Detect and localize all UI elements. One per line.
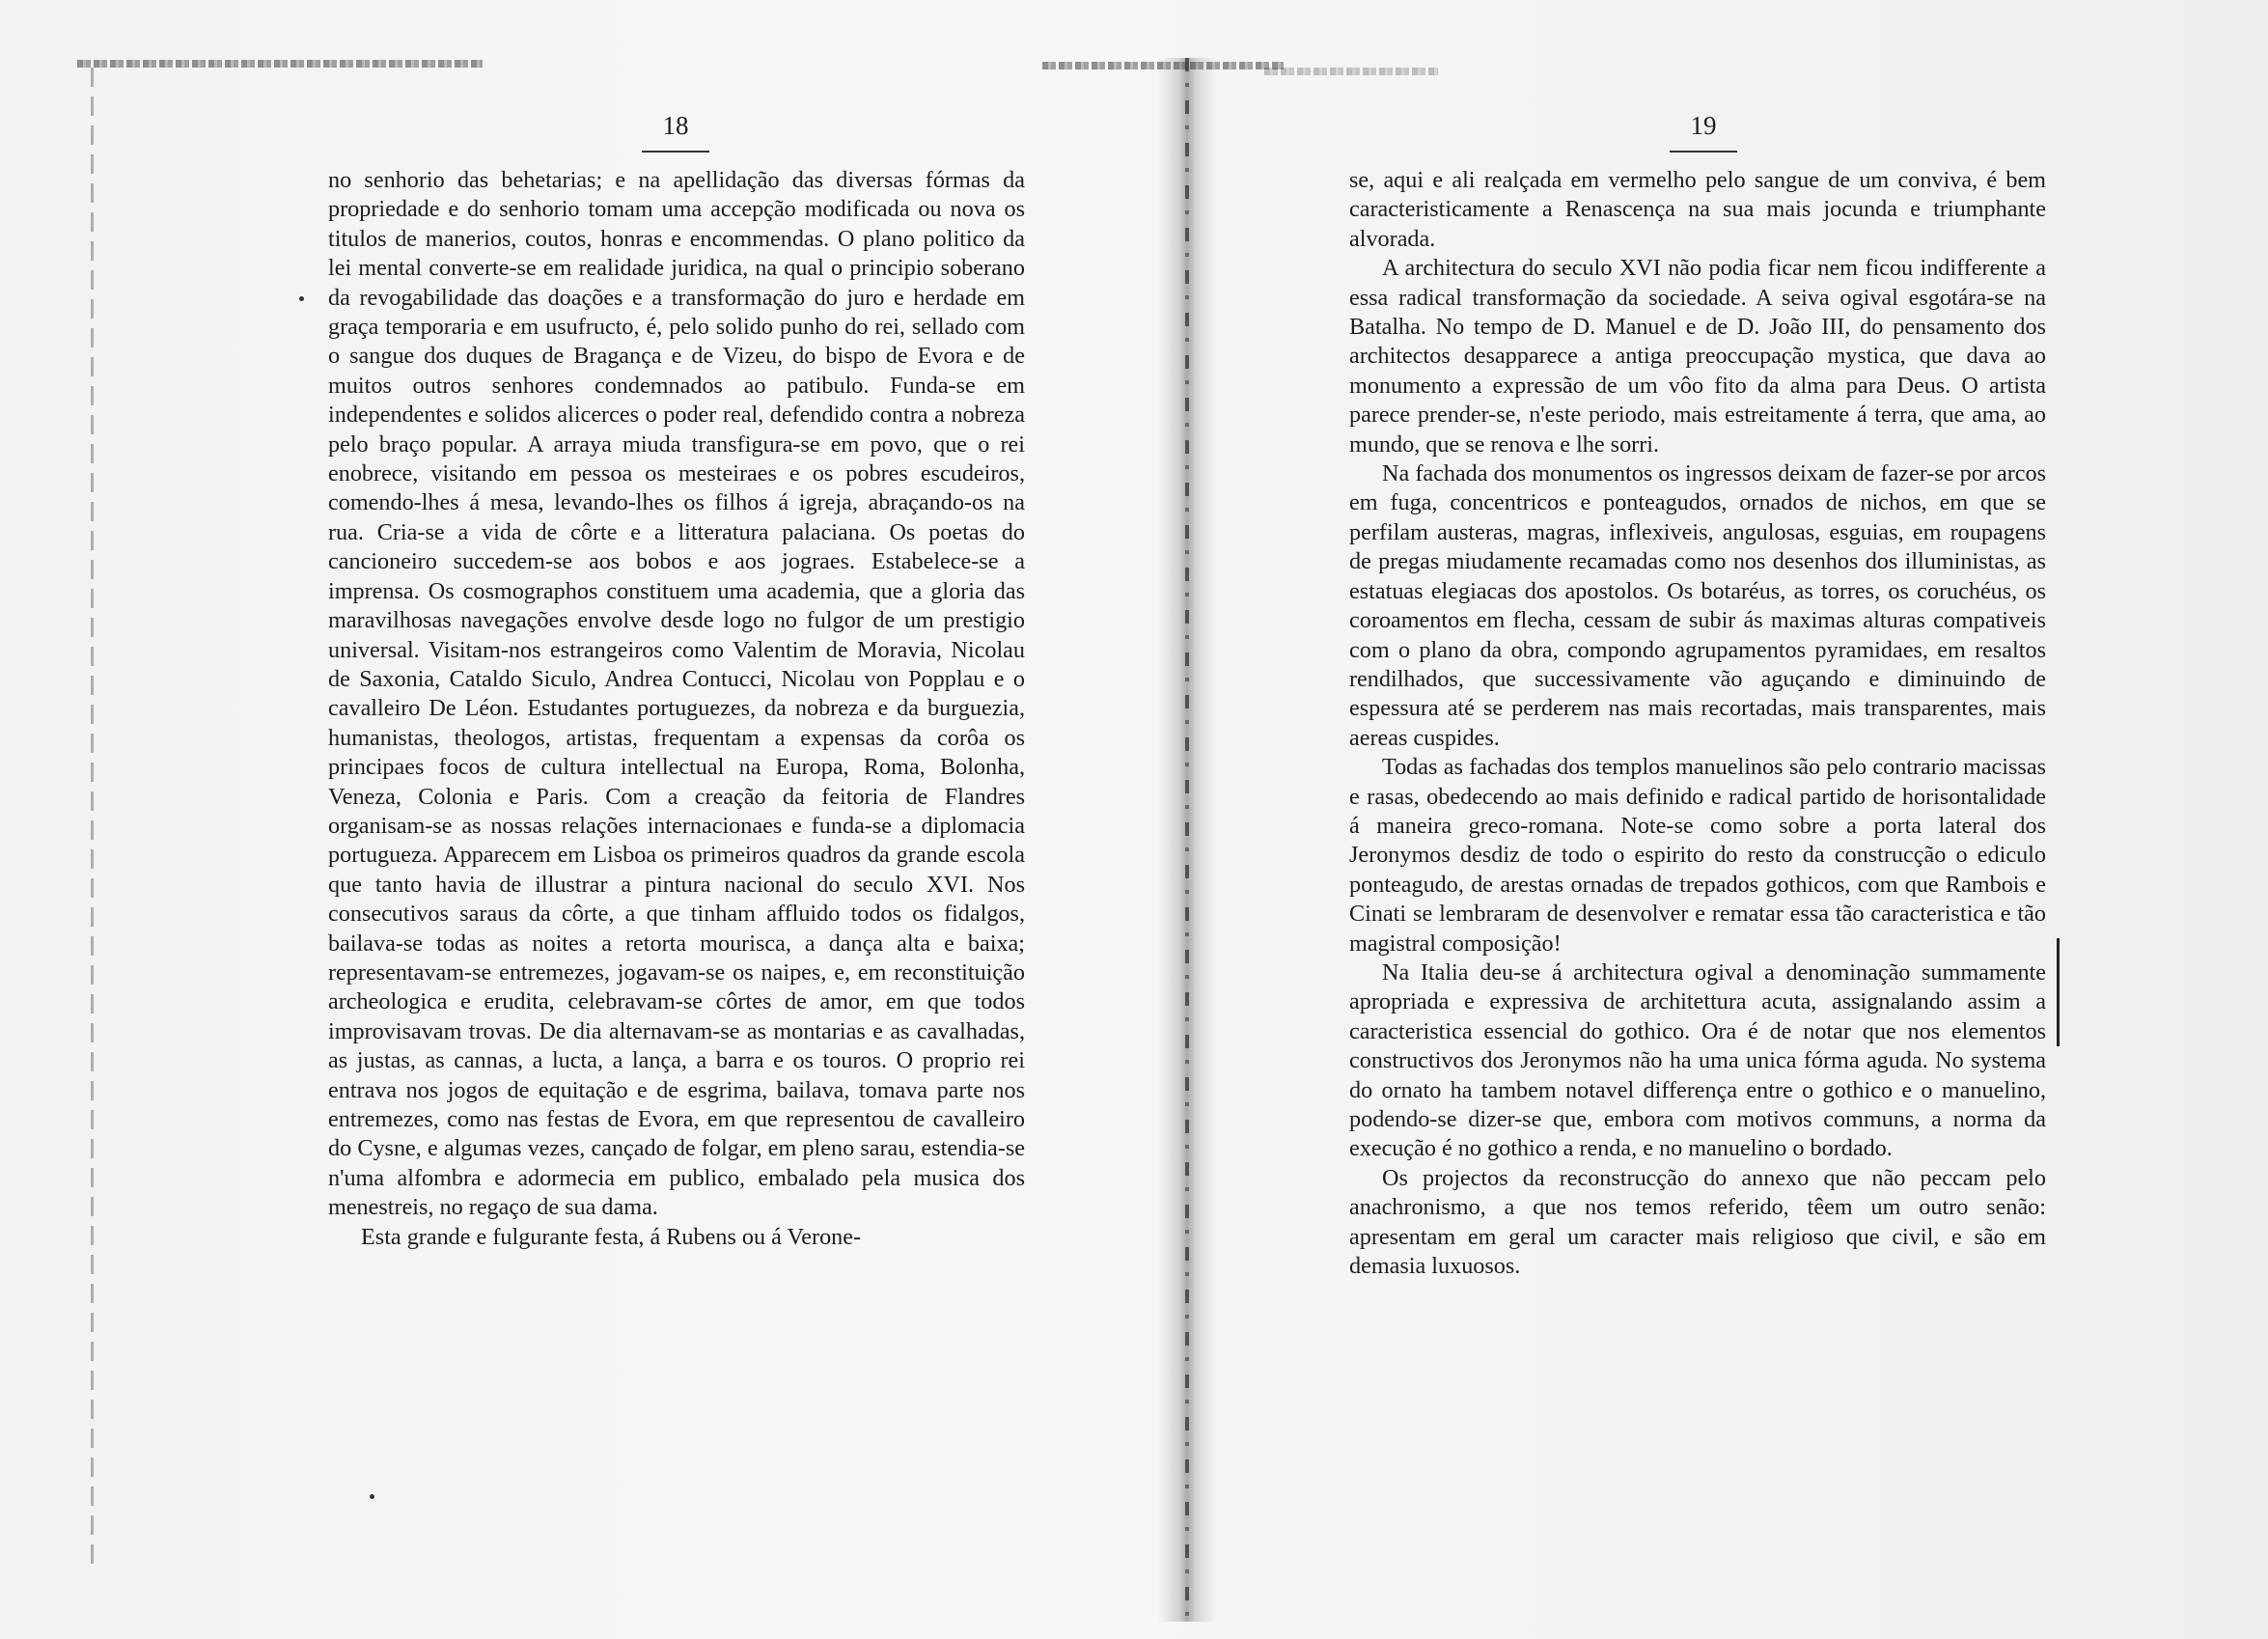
- paragraph: Na fachada dos monumentos os ingressos deixam de fazer-se por arcos em fuga, concentricos e ponteagudos, ornados de nichos, em que se perfilam austeras, magras, inflexiveis, angulosas, esguias, em roupagens de pregas miudamente recamadas como nos desenhos dos illuministas, as estatuas elegiacas dos apostolos. Os botaréus, as torres, os coruchéus, os coroamentos em flecha, cessam de subir ás maximas alturas compativeis com o plano da obra, compondo agrupamentos pyramidaes, em resaltos rendilhados, que successivamente vão aguçando e diminuindo de espessura até se perderem nas mais recortadas, mais transparentes, mais aereas cuspides.: [1349, 460, 2046, 751]
- paragraph: Todas as fachadas dos templos manuelinos são pelo contrario macissas e rasas, obedecendo ao mais definido e radical partido de horisontalidade á maneira greco-romana. Note-se como sobre a porta lateral dos Jeronymos desdiz de todo o espirito do resto da construcção o ediculo ponteagudo, de arestas ornadas de trepados gothicos, com que Rambois e Cinati se lembraram de desenvolver e rematar essa tão caracteristica e tão magistral composição!: [1349, 754, 2046, 957]
- page-number: 18: [642, 111, 709, 153]
- top-edge-noise: [77, 60, 483, 68]
- margin-mark: [2057, 938, 2060, 1046]
- page-body: [1349, 166, 2046, 1281]
- paragraph: no senhorio das behetarias; e na apellidação das diversas fórmas da propriedade e do senhorio tomam uma accepção modificada ou nova os titulos de manerios, coutos, honras e encommendas. O plano politico da lei mental converte-se em realidade juridica, na qual o principio soberano da revogabilidade das doações e a transformação do juro e herdade em graça temporaria e em usufructo, é, pelo solido punho do rei, sellado com o sangue dos duques de Bragança e de Vizeu, do bispo de Evora e de muitos outros senhores condemnados ao patibulo. Funda-se em independentes e solidos alicerces o poder real, defendido contra a nobreza pelo braço popular. A arraya miuda transfigura-se em povo, que o rei enobrece, visitando em pessoa os mesteiraes e os pobres escudeiros, comendo-lhes á mesa, levando-lhes os filhos á igreja, abraçando-os na rua. Cria-se a vida de côrte e a litteratura palaciana. Os poetas do cancioneiro succedem-se aos bobos e aos jograes. Estabelece-se a imprensa. Os cosmographos constituem uma academia, que a gloria das maravilhosas navegações envolve desde logo no fulgor de um prestigio universal. Visitam-nos estrangeiros como Valentim de Moravia, Nicolau de Saxonia, Cataldo Siculo, Andrea Contucci, Nicolau von Popplau e o cavalleiro De Léon. Estudantes portuguezes, da nobreza e da burguezia, humanistas, theologos, artistas, frequentam a expensas da corôa os principaes focos de cultura intellectual na Europa, Roma, Bolonha, Veneza, Colonia e Paris. Com a creação da feitoria de Flandres organisam-se as nossas relações internacionaes e funda-se a diplomacia portugueza. Apparecem em Lisboa os primeiros quadros da grande escola que tanto havia de illustrar a pintura nacional do seculo XVI. Nos consecutivos saraus da côrte, a que tinham affluido todos os fidalgos, bailava-se todas as noites a retorta mourisca, a dança alta e baixa; representavam-se entremezes, jogavam-se os naipes, e, em reconstituição archeologica e erudita, celebravam-se côrtes de amor, em que todos improvisavam trovas. De dia alternavam-se as montarias e as cavalhadas, as justas, as cannas, a lucta, a lança, a barra e os touros. O proprio rei entrava nos jogos de equitação e de esgrima, bailava, tomava parte nos entremezes, como nas festas de Evora, em que representou de cavalleiro do Cysne, e algumas vezes, cançado de folgar, em pleno sarau, estendia-se n'uma alfombra e adormecia em publico, embalado pela musica dos menestreis, no regaço de sua dama.: [328, 167, 1025, 1221]
- page-body: [328, 166, 1025, 1252]
- paragraph: Os projectos da reconstrucção do annexo que não peccam pelo anachronismo, a que nos temos referido, têem um outro senão: apresentam em geral um caracter mais religioso que civil, e são em demasia luxuosos.: [1349, 1164, 2046, 1280]
- speck: [299, 296, 304, 301]
- paragraph: se, aqui e ali realçada em vermelho pelo sangue de um conviva, é bem caracteristicamente a Renascença na sua mais jocunda e triumphante alvorada.: [1349, 167, 2046, 252]
- speck: [370, 1494, 374, 1499]
- paragraph: Na Italia deu-se á architectura ogival a denominação summamente apropriada e expressiva de architettura acuta, assignalando assim a caracteristica essencial do gothico. Ora é de notar que nos elementos constructivos dos Jeronymos não ha uma unica fórma aguda. No systema do ornato ha tambem notavel differença entre o gothico e o manuelino, podendo-se dizer-se que, embora com motivos communs, a norma da execução é no gothico a renda, e no manuelino o bordado.: [1349, 958, 2046, 1162]
- page-number: 19: [1670, 111, 1737, 153]
- paragraph: Esta grande e fulgurante festa, á Rubens ou á Verone-: [361, 1223, 862, 1250]
- paragraph: A architectura do seculo XVI não podia ficar nem ficou indifferente a essa radical transformação da sociedade. A seiva ogival esgotára-se na Batalha. No tempo de D. Manuel e de D. João III, do pensamento dos architectos desapparece a antiga preoccupação mystica, que dava ao monumento a expressão de um vôo fito da alma para Deus. O artista parece prender-se, n'este periodo, mais estreitamente á terra, que ama, ao mundo, que se renova e lhe sorri.: [1349, 255, 2046, 458]
- top-edge-noise: [1264, 68, 1438, 75]
- left-page-edge: [91, 68, 94, 1573]
- book-gutter: [1158, 58, 1216, 1622]
